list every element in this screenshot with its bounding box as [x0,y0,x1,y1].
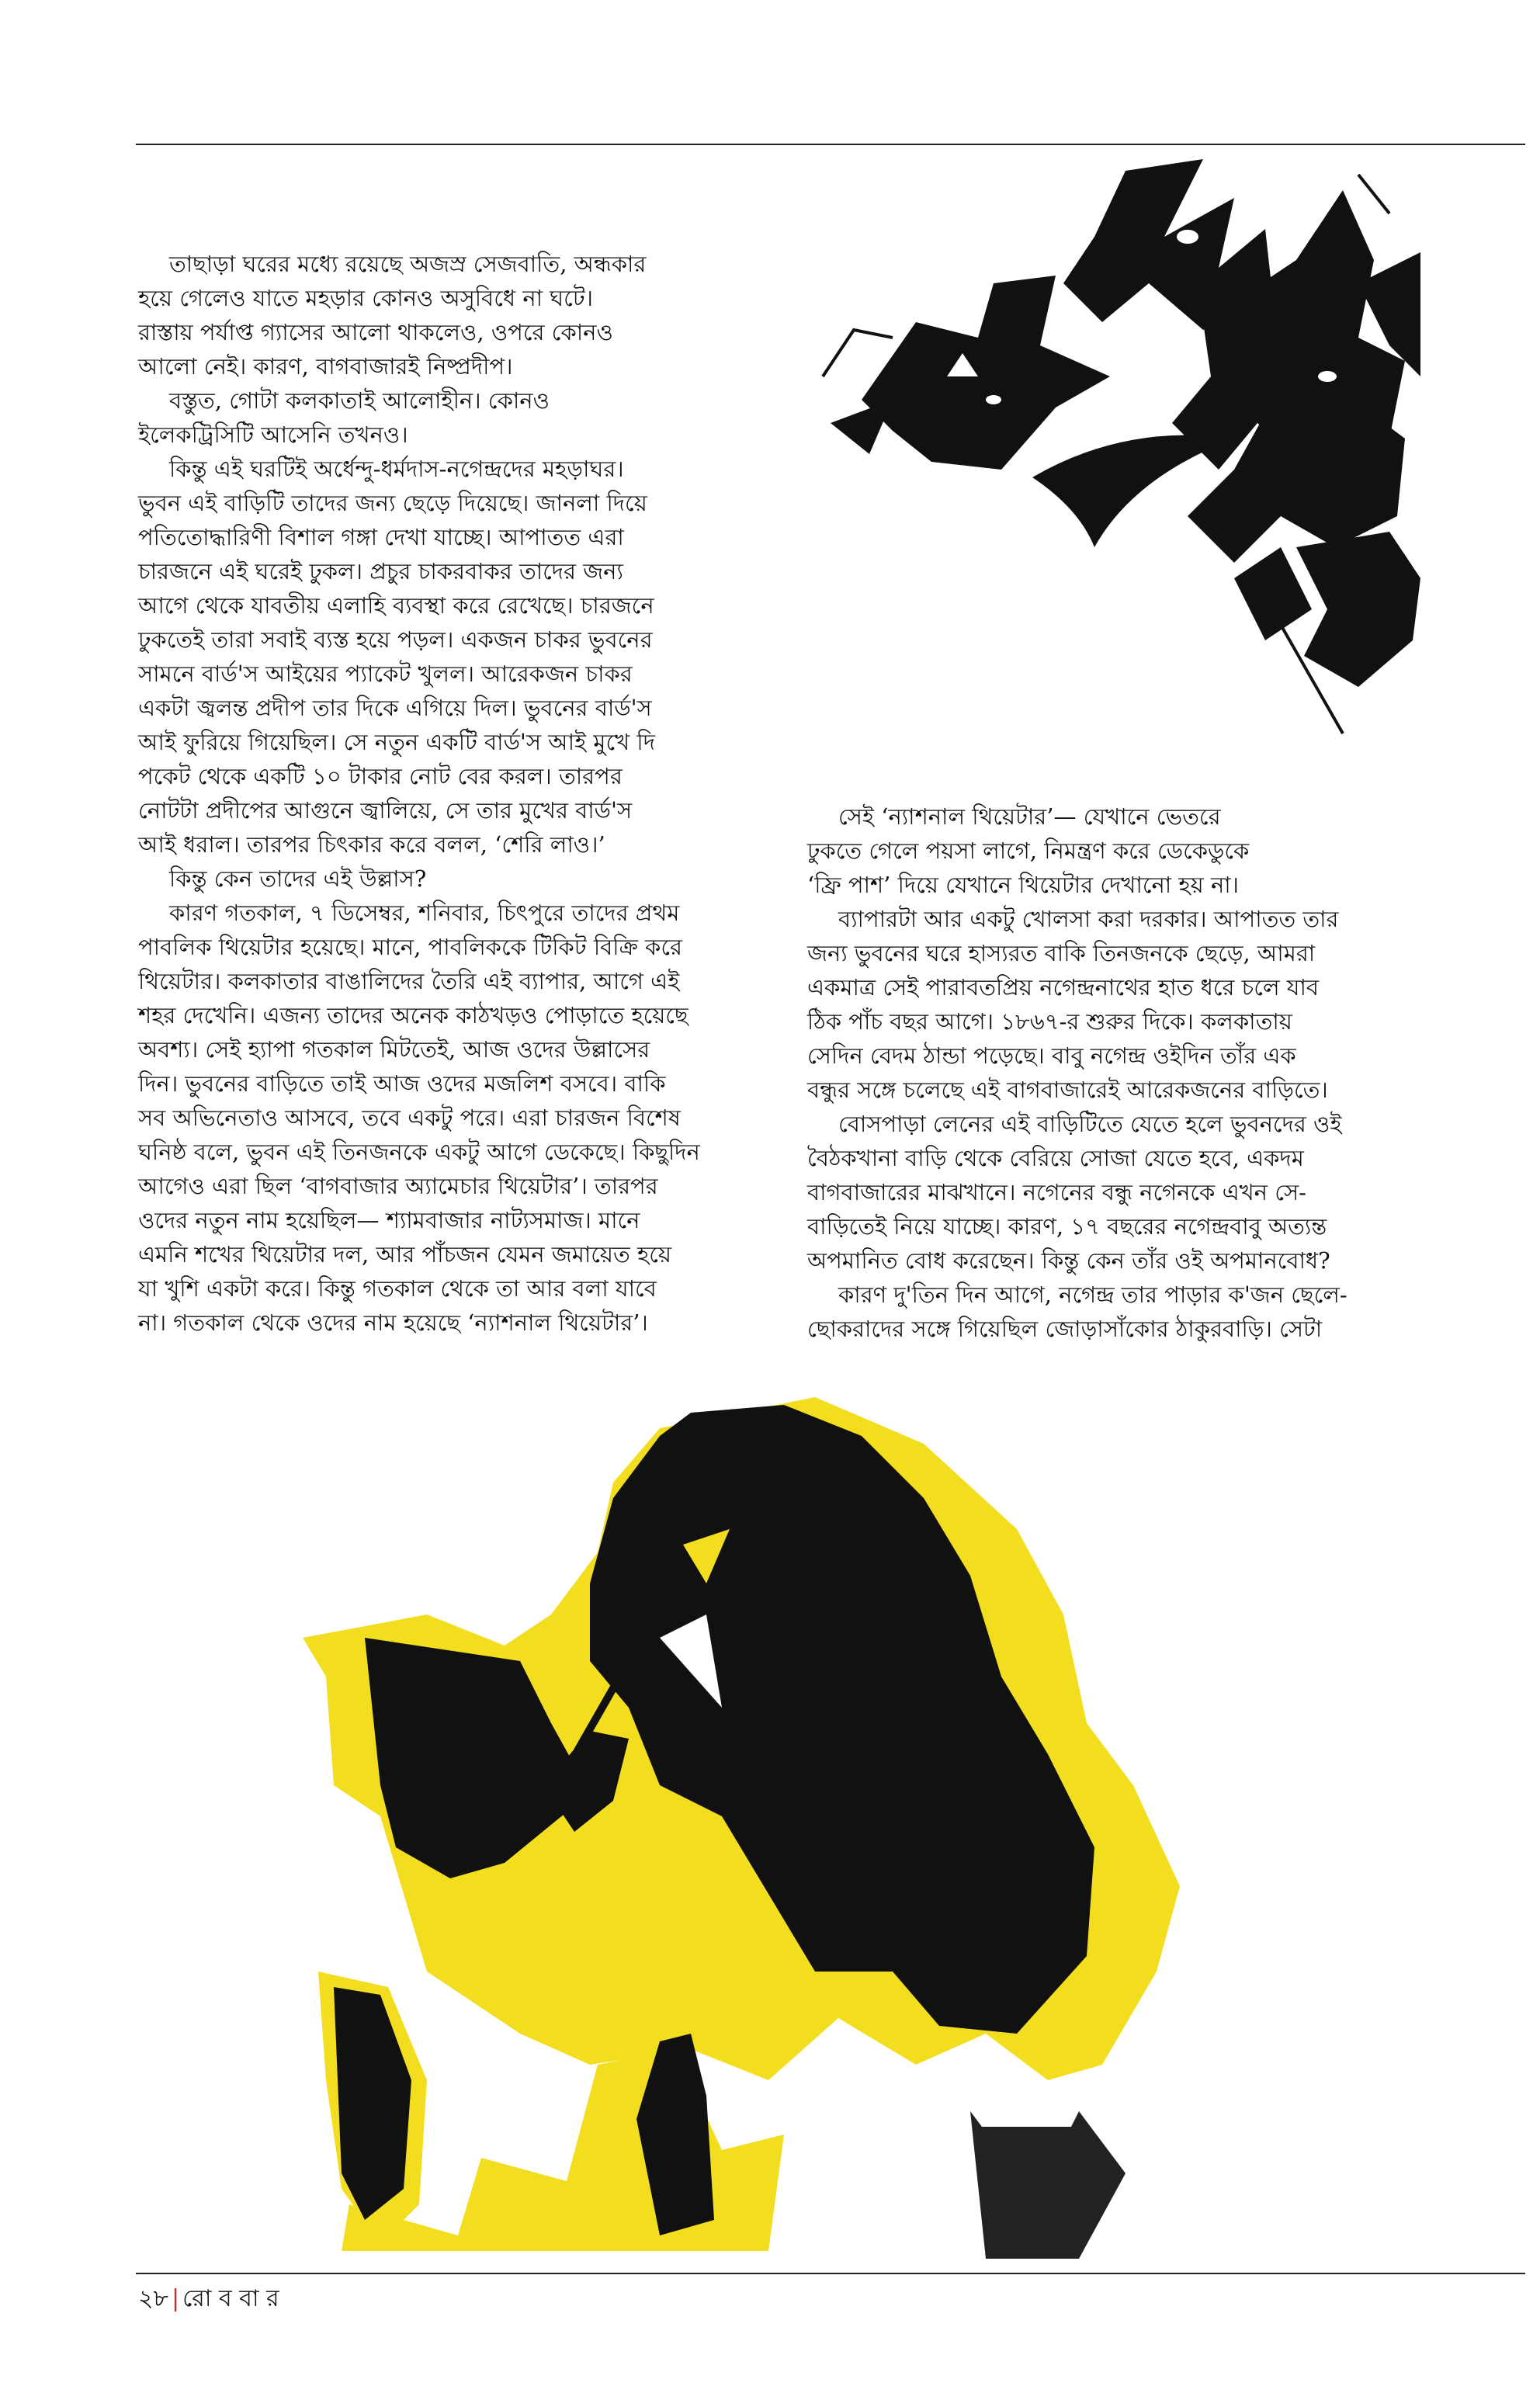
article-line: আই ধরাল। তারপর চিৎকার করে বলল, ‘শেরি লাও।’ [138,831,605,858]
magazine-name: রো ব বা র [182,2285,279,2312]
article-line: সামনে বার্ড'স আইয়ের প্যাকেট খুলল। আরেকজন চাকর [138,661,633,687]
article-line: জন্য ভুবনের ঘরে হাস্যরত বাকি তিনজনকে ছেড়ে, আমরা [807,940,1316,966]
article-line: কারণ গতকাল, ৭ ডিসেম্বর, শনিবার, চিৎপুরে তাদের প্রথম [169,900,680,926]
article-line: বাড়িতেই নিয়ে যাচ্ছে। কারণ, ১৭ বছরের নগেন্দ্রবাবু অত্যন্ত [807,1213,1327,1240]
article-line: সেই ‘ন্যাশনাল থিয়েটার’— যেখানে ভেতরে [838,803,1221,830]
article-line: সব অভিনেতাও আসবে, তবে একটু পরে। এরা চারজন বিশেষ [138,1105,681,1131]
article-line: কিন্তু এই ঘরটিই অর্ধেন্দু-ধর্মদাস-নগেন্দ্রদের মহড়াঘর। [169,456,624,482]
article-line: আগেও এরা ছিল ‘বাগবাজার অ্যামেচার থিয়েটার’। তারপর [138,1173,658,1199]
article-line: না। গতকাল থেকে ওদের নাম হয়েছে ‘ন্যাশনাল থিয়েটার’। [138,1309,648,1336]
article-line: হয়ে গেলেও যাতে মহড়ার কোনও অসুবিধে না ঘটে। [138,285,594,311]
article-line: যা খুশি একটা করে। কিন্তু গতকাল থেকে তা আর বলা যাবে [138,1275,657,1302]
bottom-rule [136,2273,1525,2274]
article-line: বাগবাজারের মাঝখানে। নগেনের বন্ধু নগেনকে এখন সে- [807,1179,1306,1205]
footer-separator: | [171,2285,180,2312]
article-line: কিন্তু কেন তাদের এই উল্লাস? [169,865,427,892]
article-line: আলো নেই। কারণ, বাগবাজারই নিষ্প্রদীপ। [138,353,513,380]
article-line: পতিতোদ্ধারিণী বিশাল গঙ্গা দেখা যাচ্ছে। আপাতত এরা [138,524,624,550]
article-line: আই ফুরিয়ে গিয়েছিল। সে নতুন একটি বার্ড'স আই মুখে দি [138,729,655,755]
article-column-right [807,799,1424,1346]
article-line: বস্তুত, গোটা কলকাতাই আলোহীন। কোনও [169,387,550,414]
article-line: ঘনিষ্ঠ বলে, ভুবন এই তিনজনকে একটু আগে ডেকেছে। কিছুদিন [138,1139,700,1165]
article-line: দিন। ভুবনের বাড়িতে তাই আজ ওদের মজলিশ বসবে। বাকি [138,1070,666,1097]
article-line: অপমানিত বোধ করেছেন। কিন্তু কেন তাঁর ওই অপমানবোধ? [807,1247,1330,1274]
article-line: নোটটা প্রদীপের আগুনে জ্বালিয়ে, সে তার মুখের বার্ড'স [138,797,633,824]
page-number: ২৮ [138,2285,168,2312]
article-line: চারজনে এই ঘরেই ঢুকল। প্রচুর চাকরবাকর তাদের জন্য [138,558,623,584]
article-line: সেদিন বেদম ঠান্ডা পড়েছে। বাবু নগেন্দ্র ওইদিন তাঁর এক [807,1042,1296,1069]
article-column-left [138,247,794,1340]
article-line: তাছাড়া ঘরের মধ্যে রয়েছে অজস্র সেজবাতি, অন্ধকার [169,251,647,277]
page-footer [138,2284,279,2315]
illustration-crows [799,144,1420,757]
article-line: একমাত্র সেই পারাবতপ্রিয় নগেন্দ্রনাথের হাত ধরে চলে যাব [807,974,1320,1001]
article-line: বন্ধুর সঙ্গে চলেছে এই বাগবাজারেই আরেকজনের বাড়িতে। [807,1077,1328,1103]
article-line: ব্যাপারটা আর একটু খোলসা করা দরকার। আপাতত তার [838,906,1339,932]
article-line: ঠিক পাঁচ বছর আগে। ১৮৬৭-র শুরুর দিকে। কলকাতায় [807,1008,1292,1035]
article-line: ইলেকট্রিসিটি আসেনি তখনও। [138,421,408,448]
article-line: ওদের নতুন নাম হয়েছিল— শ্যামবাজার নাট্যসমাজ। মানে [138,1207,640,1233]
article-line: এমনি শখের থিয়েটার দল, আর পাঁচজন যেমন জমায়েত হয়ে [138,1241,671,1268]
article-line: কারণ দু'তিন দিন আগে, নগেন্দ্র তার পাড়ার ক'জন ছেলে- [838,1281,1348,1308]
illustration-writer [225,1382,1296,2274]
article-line: ঢুকতে গেলে পয়সা লাগে, নিমন্ত্রণ করে ডেকেডুকে [807,838,1250,864]
article-line: একটা জ্বলন্ত প্রদীপ তার দিকে এগিয়ে দিল। ভুবনের বার্ড'স [138,695,652,721]
article-line: পকেট থেকে একটি ১০ টাকার নোট বের করল। তারপর [138,763,623,789]
article-line: রাস্তায় পর্যাপ্ত গ্যাসের আলো থাকলেও, ওপরে কোনও [138,319,613,345]
article-line: ‘ফ্রি পাশ’ দিয়ে যেখানে থিয়েটার দেখানো হয় না। [807,872,1240,898]
article-line: বৈঠকখানা বাড়ি থেকে বেরিয়ে সোজা যেতে হবে, একদম [807,1145,1304,1171]
article-line: ভুবন এই বাড়িটি তাদের জন্য ছেড়ে দিয়েছে। জানলা দিয়ে [138,490,647,516]
article-line: বোসপাড়া লেনের এই বাড়িটিতে যেতে হলে ভুবনদের ওই [838,1111,1342,1137]
article-line: অবশ্য। সেই হ্যাপা গতকাল মিটতেই, আজ ওদের উল্লাসের [138,1036,650,1063]
article-line: ছোকরাদের সঙ্গে গিয়েছিল জোড়াসাঁকোর ঠাকুরবাড়ি। সেটা [807,1316,1323,1342]
article-line: আগে থেকে যাবতীয় এলাহি ব্যবস্থা করে রেখেছে। চারজনে [138,592,654,619]
article-line: শহর দেখেনি। এজন্য তাদের অনেক কাঠখড়ও পোড়াতে হয়েছে [138,1002,688,1028]
article-line: থিয়েটার। কলকাতার বাঙালিদের তৈরি এই ব্যাপার, আগে এই [138,968,680,994]
article-line: ঢুকতেই তারা সবাই ব্যস্ত হয়ে পড়ল। একজন চাকর ভুবনের [138,626,653,653]
article-line: পাবলিক থিয়েটার হয়েছে। মানে, পাবলিককে টিকিট বিক্রি করে [138,934,682,960]
